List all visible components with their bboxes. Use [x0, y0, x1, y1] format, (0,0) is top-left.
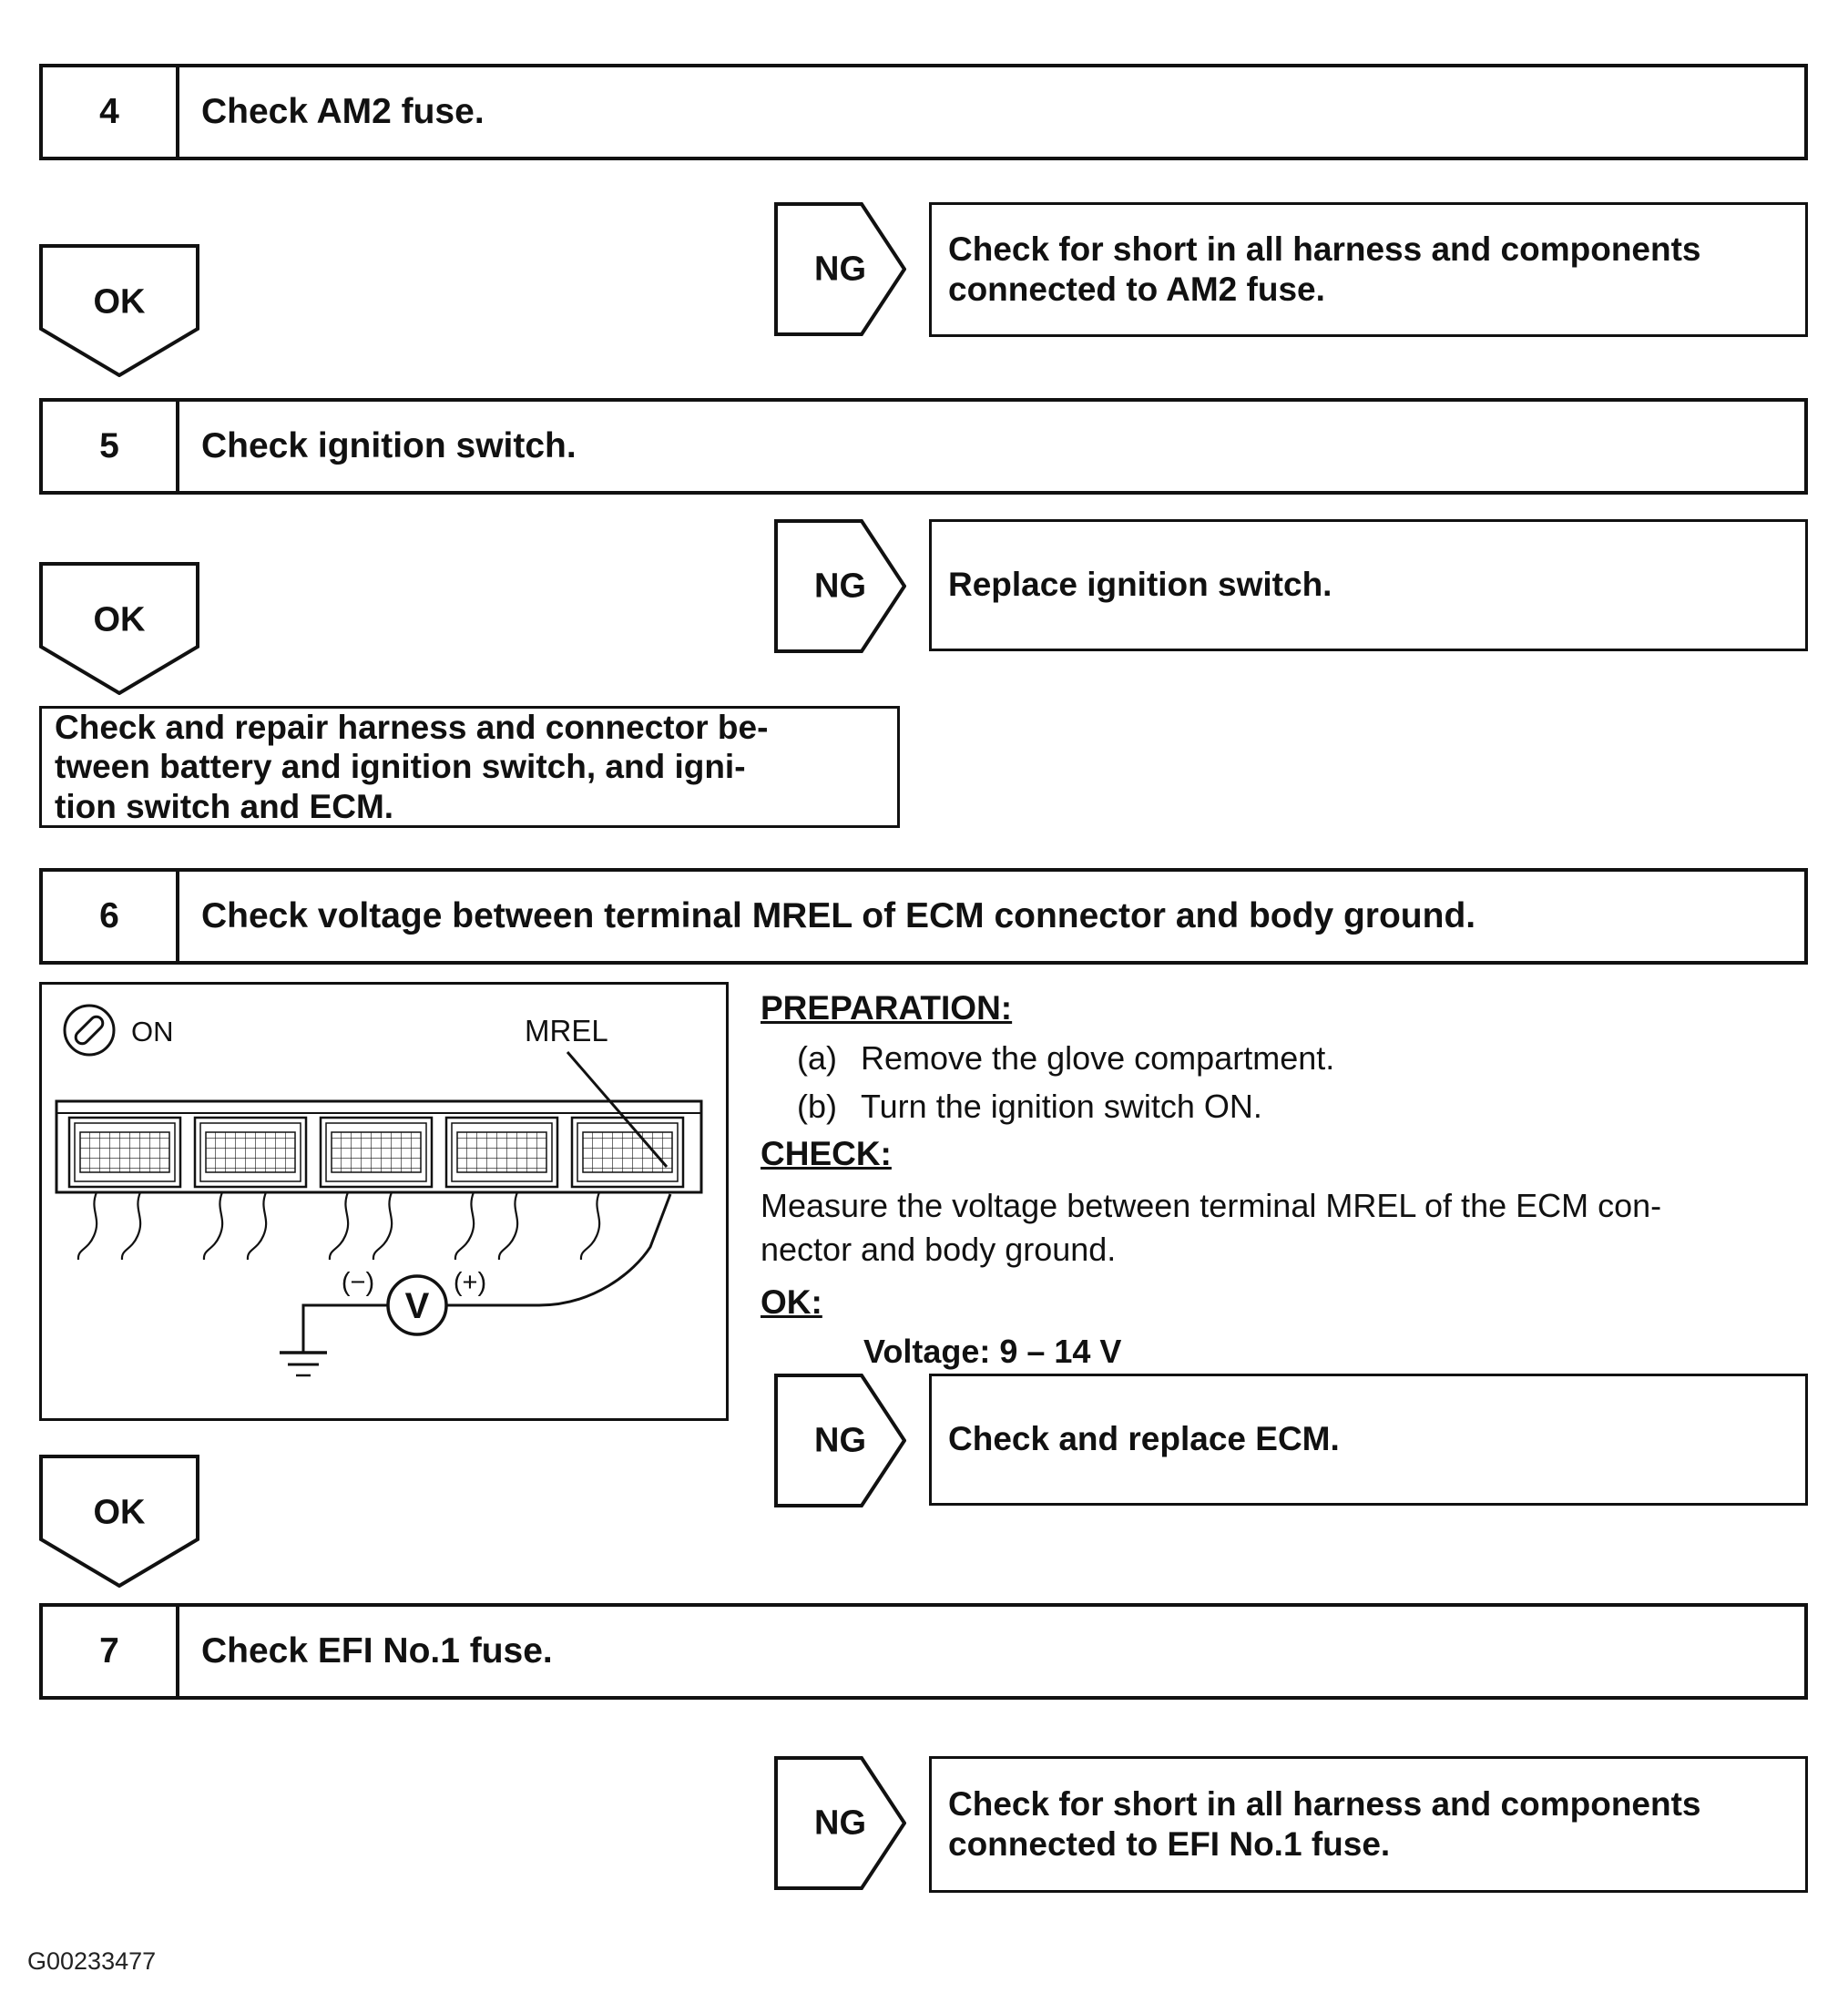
mrel-label: MREL	[525, 1014, 608, 1047]
step-4-ok-arrow	[39, 244, 199, 377]
step-6-figure-box	[39, 982, 729, 1421]
step-6-ng-action-box	[929, 1374, 1808, 1506]
step-6-ng-arrow	[774, 1374, 906, 1507]
ignition-key-icon	[65, 1006, 114, 1055]
step-4-header	[39, 64, 1808, 160]
step-7-ng-action-text	[948, 1784, 1701, 1865]
ground-symbol-icon	[280, 1353, 327, 1375]
plus-terminal-label: (+)	[453, 1268, 487, 1297]
voltmeter-v-label: V	[404, 1286, 430, 1326]
step-7-header	[39, 1603, 1808, 1700]
step-7-title: Check EFI No.1 fuse.	[201, 1631, 553, 1671]
preparation-heading: PREPARATION:	[761, 989, 1013, 1027]
step-4-ng-arrow	[774, 202, 906, 336]
item-text: Remove the glove compartment.	[861, 1039, 1335, 1077]
step-4-ng-action-text	[948, 230, 1701, 311]
step-5-header	[39, 398, 1808, 495]
action-line: tion switch and ECM.	[55, 787, 394, 825]
voltage-spec: Voltage: 9 – 14 V	[863, 1333, 1122, 1371]
step-5-ng-arrow	[774, 519, 906, 653]
ok-heading: OK:	[761, 1283, 822, 1322]
ignition-on-label: ON	[131, 1016, 174, 1047]
action-line: Check for short in all harness and components	[948, 1784, 1701, 1823]
check-text-line: nector and body ground.	[761, 1230, 1117, 1268]
preparation-item-b	[761, 1087, 1831, 1126]
step-6-title: Check voltage between terminal MREL of ECM connector and body ground.	[201, 896, 1476, 935]
action-line: Replace ignition switch.	[948, 566, 1332, 604]
step-4-title: Check AM2 fuse.	[201, 92, 485, 131]
check-heading: CHECK:	[761, 1135, 892, 1173]
step-6-details	[761, 986, 1831, 1371]
step-5-ok-arrow	[39, 562, 199, 695]
ng-label: NG	[814, 1804, 866, 1842]
figure-id: G00233477	[27, 1947, 157, 1975]
ok-label: OK	[93, 1493, 146, 1532]
minus-terminal-label: (−)	[341, 1268, 375, 1297]
step-6-number: 6	[43, 872, 179, 961]
check-text-line: Measure the voltage between terminal MREL of the ECM con-	[761, 1187, 1662, 1225]
connector-wires	[78, 1192, 599, 1260]
step-5-ok-action-text	[55, 708, 768, 826]
step-7-ng-action-box	[929, 1756, 1808, 1893]
item-marker: (b)	[797, 1088, 837, 1126]
step-5-number: 5	[43, 402, 179, 491]
step-5-ok-action-box	[39, 706, 900, 828]
ng-label: NG	[814, 250, 866, 288]
step-6-ok-arrow	[39, 1455, 199, 1588]
step-7-number: 7	[43, 1607, 179, 1696]
preparation-item-a	[761, 1038, 1831, 1078]
ng-label: NG	[814, 567, 866, 605]
action-line: Check for short in all harness and components	[948, 230, 1701, 268]
action-line: connected to AM2 fuse.	[948, 271, 1325, 308]
step-5-title: Check ignition switch.	[201, 426, 577, 465]
action-line: tween battery and ignition switch, and igni-	[55, 748, 746, 786]
negative-lead-wire	[303, 1305, 388, 1353]
step-7-ng-arrow	[774, 1756, 906, 1890]
ok-label: OK	[93, 600, 146, 639]
step-4-ng-action-box	[929, 202, 1808, 337]
item-text: Turn the ignition switch ON.	[861, 1088, 1262, 1126]
step-6-ng-action-text	[948, 1419, 1340, 1459]
ecm-connector-drawing	[56, 1101, 701, 1192]
action-line: Check and repair harness and connector be-	[55, 709, 769, 747]
ok-label: OK	[93, 282, 146, 322]
ng-label: NG	[814, 1421, 866, 1459]
ecm-connector-illustration	[42, 985, 726, 1418]
step-5-ng-action-text	[948, 565, 1332, 605]
step-6-header	[39, 868, 1808, 965]
action-line: Check and replace ECM.	[948, 1420, 1340, 1458]
item-marker: (a)	[797, 1039, 837, 1077]
action-line: connected to EFI No.1 fuse.	[948, 1825, 1391, 1863]
step-5-ng-action-box	[929, 519, 1808, 651]
step-4-number: 4	[43, 67, 179, 157]
